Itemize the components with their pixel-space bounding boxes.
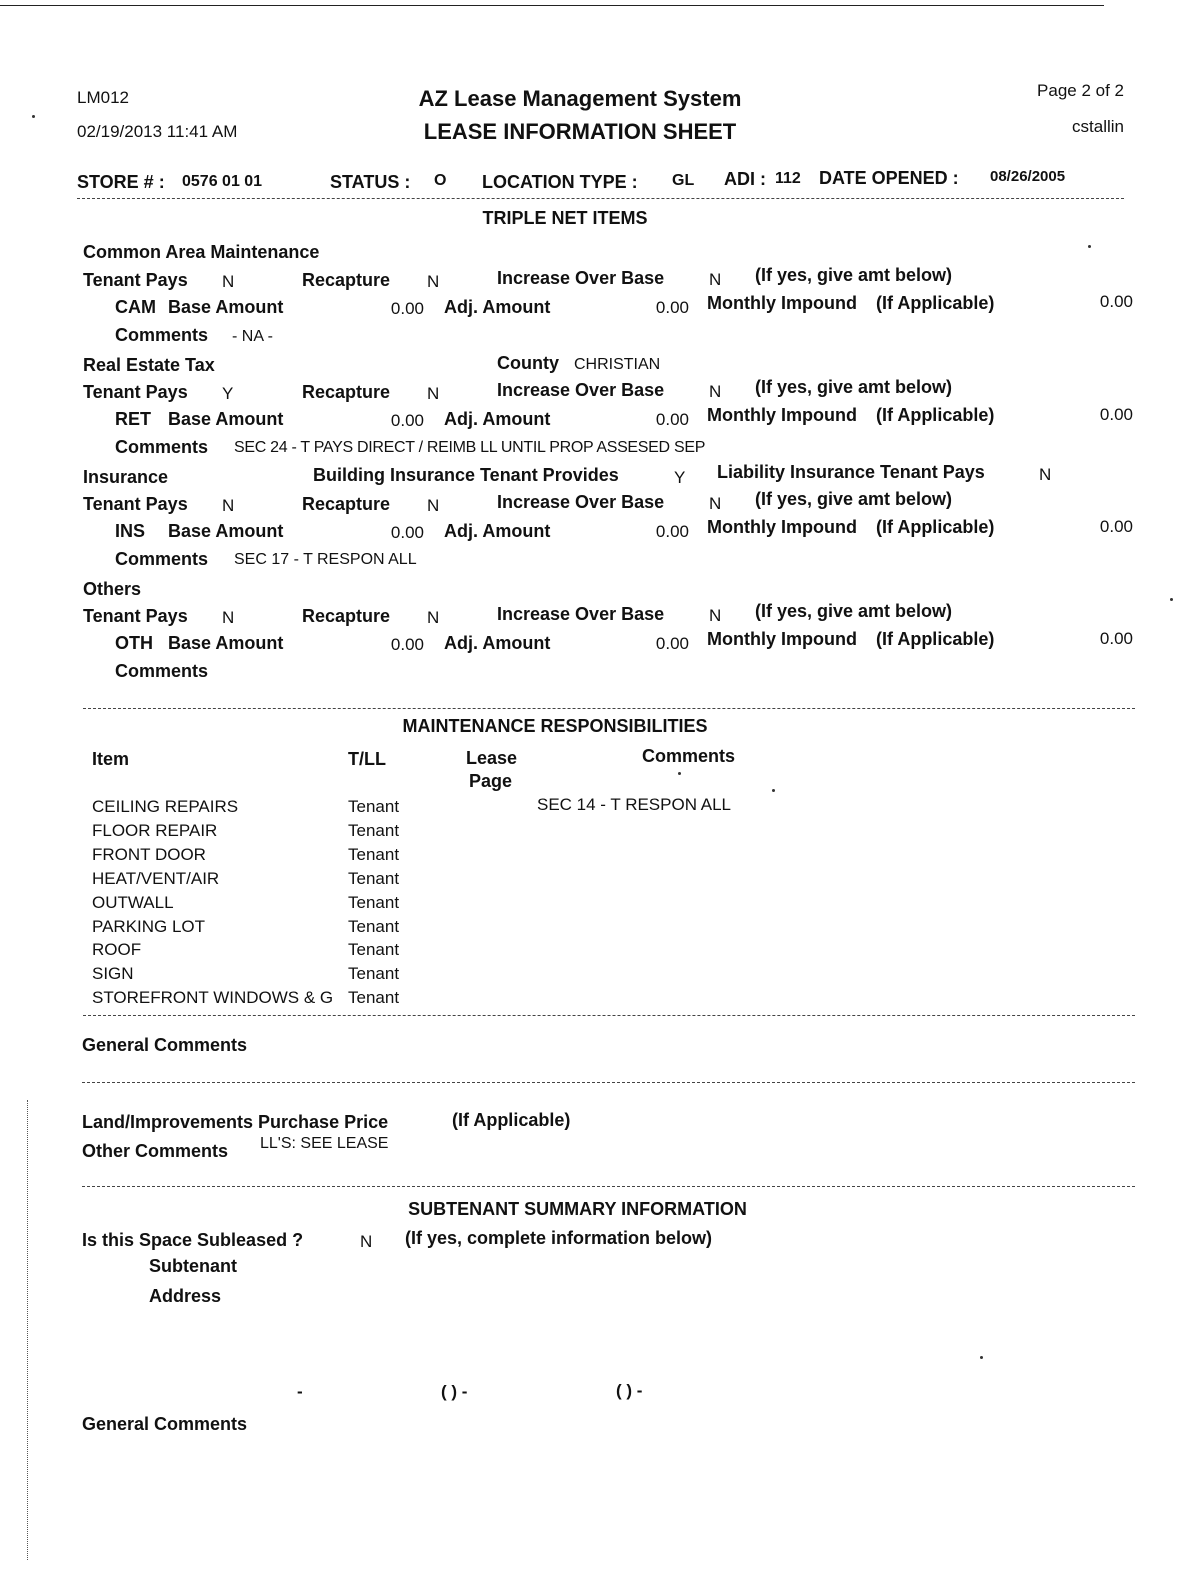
maintenance-tll: Tenant [348, 868, 400, 888]
ins-base-value: 0.00 [390, 523, 424, 542]
scan-speck [1088, 245, 1091, 248]
ins-recapture-value: N [427, 496, 440, 515]
subtenant-label: Subtenant [149, 1256, 237, 1276]
ret-recapture-label: Recapture [302, 382, 391, 402]
ins-liability-value: N [1039, 465, 1052, 484]
adi-label: ADI : [724, 169, 766, 189]
address-label: Address [149, 1286, 222, 1306]
divider [82, 1082, 1135, 1083]
ret-base-value: 0.00 [390, 411, 424, 430]
ret-recapture-value: N [427, 384, 440, 403]
ins-tenant-pays-label: Tenant Pays [83, 494, 188, 514]
status-label: STATUS : [330, 172, 411, 192]
purchase-price-label: Land/Improvements Purchase Price [82, 1112, 389, 1132]
maintenance-item: FLOOR REPAIR [92, 820, 218, 840]
ins-increase-label: Increase Over Base [497, 492, 665, 512]
maintenance-tll: Tenant [348, 988, 400, 1008]
cam-impound-label: Monthly Impound [707, 293, 857, 313]
divider [83, 1015, 1135, 1016]
blank-dash: - [297, 1382, 303, 1401]
date-opened-label: DATE OPENED : [819, 168, 959, 188]
col-comments: Comments [642, 746, 736, 766]
cam-comments-label: Comments [115, 325, 209, 345]
oth-tenant-pays-label: Tenant Pays [83, 606, 188, 626]
oth-impound-value: 0.00 [1099, 629, 1133, 648]
ins-base-label: Base Amount [168, 521, 284, 541]
page-indicator: Page 2 of 2 [1037, 81, 1124, 100]
oth-comments-label: Comments [115, 661, 209, 681]
cam-if-yes-note: (If yes, give amt below) [755, 265, 953, 285]
ret-adj-value: 0.00 [655, 410, 689, 429]
maintenance-tll: Tenant [348, 820, 400, 840]
scan-speck [1170, 598, 1173, 601]
maintenance-tll: Tenant [348, 797, 400, 816]
scan-left-edge-mark [27, 1100, 28, 1560]
maintenance-item: HEAT/VENT/AIR [92, 868, 220, 888]
maintenance-title: MAINTENANCE RESPONSIBILITIES [402, 716, 708, 736]
store-label: STORE # : [77, 172, 165, 192]
ins-if-applicable: (If Applicable) [876, 517, 995, 537]
ins-impound-value: 0.00 [1099, 517, 1133, 536]
cam-adj-value: 0.00 [655, 298, 689, 317]
ret-increase-value: N [709, 382, 722, 401]
ret-tenant-pays-value: Y [222, 384, 234, 403]
scan-top-edge-line [0, 5, 1104, 6]
divider [83, 708, 1135, 709]
col-item: Item [92, 749, 130, 769]
oth-code: OTH [115, 633, 153, 653]
cam-adj-label: Adj. Amount [444, 297, 551, 317]
scan-speck [678, 772, 681, 775]
cam-increase-label: Increase Over Base [497, 268, 665, 288]
oth-increase-value: N [709, 606, 722, 625]
subtenant-general-comments-label: General Comments [82, 1414, 248, 1434]
cam-base-value: 0.00 [390, 299, 424, 318]
ins-building-label: Building Insurance Tenant Provides [313, 465, 619, 485]
ret-county-value: CHRISTIAN [574, 356, 661, 373]
maintenance-item: OUTWALL [92, 892, 174, 912]
scan-speck [772, 789, 775, 792]
cam-tenant-pays-label: Tenant Pays [83, 270, 188, 290]
phone-2: ( ) - [616, 1381, 643, 1400]
maintenance-item: CEILING REPAIRS [92, 797, 239, 816]
ins-if-yes-note: (If yes, give amt below) [755, 489, 953, 509]
oth-recapture-value: N [427, 608, 440, 627]
report-timestamp: 02/19/2013 11:41 AM [77, 122, 238, 141]
ins-comments-label: Comments [115, 549, 209, 569]
maintenance-tll: Tenant [348, 916, 400, 936]
oth-adj-value: 0.00 [655, 634, 689, 653]
maintenance-item: STOREFRONT WINDOWS & G [92, 988, 334, 1008]
ins-title: Insurance [83, 467, 169, 487]
ins-comments-value: SEC 17 - T RESPON ALL [234, 551, 417, 568]
location-type-label: LOCATION TYPE : [482, 172, 638, 192]
ret-comments-value: SEC 24 - T PAYS DIRECT / REIMB LL UNTIL PROP ASSESED SEP [234, 439, 706, 456]
phone-1: ( ) - [441, 1382, 468, 1401]
report-code: LM012 [77, 88, 129, 107]
ins-building-value: Y [674, 468, 686, 487]
ret-tenant-pays-label: Tenant Pays [83, 382, 188, 402]
ins-recapture-label: Recapture [302, 494, 391, 514]
ret-impound-value: 0.00 [1099, 405, 1133, 424]
cam-recapture-value: N [427, 272, 440, 291]
other-comments-label: Other Comments [82, 1141, 229, 1161]
maintenance-tll: Tenant [348, 844, 400, 864]
ret-adj-label: Adj. Amount [444, 409, 551, 429]
ret-if-applicable: (If Applicable) [876, 405, 995, 425]
oth-base-label: Base Amount [168, 633, 284, 653]
oth-if-applicable: (If Applicable) [876, 629, 995, 649]
maintenance-tll: Tenant [348, 892, 400, 912]
location-type-value: GL [672, 172, 695, 189]
col-page: Page [469, 771, 513, 791]
triple-net-title: TRIPLE NET ITEMS [482, 208, 648, 228]
ret-title: Real Estate Tax [83, 355, 215, 375]
ret-increase-label: Increase Over Base [497, 380, 665, 400]
maintenance-item: ROOF [92, 940, 142, 960]
oth-increase-label: Increase Over Base [497, 604, 665, 624]
oth-tenant-pays-value: N [222, 608, 235, 627]
cam-comments-value: - NA - [232, 328, 273, 345]
sheet-title: LEASE INFORMATION SHEET [423, 119, 737, 144]
cam-code: CAM [115, 297, 156, 317]
ins-increase-value: N [709, 494, 722, 513]
store-value: 0576 01 01 [182, 173, 263, 190]
cam-if-applicable: (If Applicable) [876, 293, 995, 313]
scan-speck [980, 1356, 983, 1359]
subleased-value: N [360, 1232, 373, 1251]
oth-title: Others [83, 579, 142, 599]
ret-base-label: Base Amount [168, 409, 284, 429]
col-tll: T/LL [348, 749, 386, 769]
oth-recapture-label: Recapture [302, 606, 391, 626]
col-lease: Lease [466, 748, 518, 768]
cam-title: Common Area Maintenance [83, 242, 320, 262]
purchase-if-applicable: (If Applicable) [452, 1110, 571, 1130]
general-comments-label: General Comments [82, 1035, 248, 1055]
cam-base-label: Base Amount [168, 297, 284, 317]
ret-comments-label: Comments [115, 437, 209, 457]
maintenance-tll: Tenant [348, 940, 400, 960]
cam-impound-value: 0.00 [1099, 292, 1133, 311]
maintenance-comment: SEC 14 - T RESPON ALL [537, 795, 732, 814]
ret-if-yes-note: (If yes, give amt below) [755, 377, 953, 397]
ins-code: INS [115, 521, 146, 541]
maintenance-item: PARKING LOT [92, 916, 206, 936]
date-opened-value: 08/26/2005 [990, 168, 1066, 185]
oth-if-yes-note: (If yes, give amt below) [755, 601, 953, 621]
maintenance-item: SIGN [92, 964, 134, 984]
scan-speck [32, 115, 35, 118]
subleased-if-yes: (If yes, complete information below) [405, 1228, 713, 1248]
cam-recapture-label: Recapture [302, 270, 391, 290]
ret-impound-label: Monthly Impound [707, 405, 857, 425]
cam-increase-value: N [709, 270, 722, 289]
divider [82, 1186, 1135, 1187]
system-title: AZ Lease Management System [418, 86, 742, 111]
maintenance-item: FRONT DOOR [92, 844, 206, 864]
subtenant-title: SUBTENANT SUMMARY INFORMATION [408, 1199, 747, 1219]
ins-tenant-pays-value: N [222, 496, 235, 515]
ins-impound-label: Monthly Impound [707, 517, 857, 537]
ins-adj-value: 0.00 [655, 522, 689, 541]
other-comments-value: LL'S: SEE LEASE [260, 1135, 389, 1152]
ret-code: RET [115, 409, 151, 429]
user-id: cstallin [1072, 117, 1124, 136]
divider [77, 198, 1124, 199]
subleased-label: Is this Space Subleased ? [82, 1230, 304, 1250]
status-value: O [434, 172, 447, 189]
ins-liability-label: Liability Insurance Tenant Pays [717, 462, 985, 482]
cam-tenant-pays-value: N [222, 272, 235, 291]
maintenance-tll: Tenant [348, 964, 400, 984]
oth-base-value: 0.00 [390, 635, 424, 654]
ret-county-label: County [497, 353, 559, 373]
ins-adj-label: Adj. Amount [444, 521, 551, 541]
oth-impound-label: Monthly Impound [707, 629, 857, 649]
oth-adj-label: Adj. Amount [444, 633, 551, 653]
adi-value: 112 [775, 170, 801, 187]
